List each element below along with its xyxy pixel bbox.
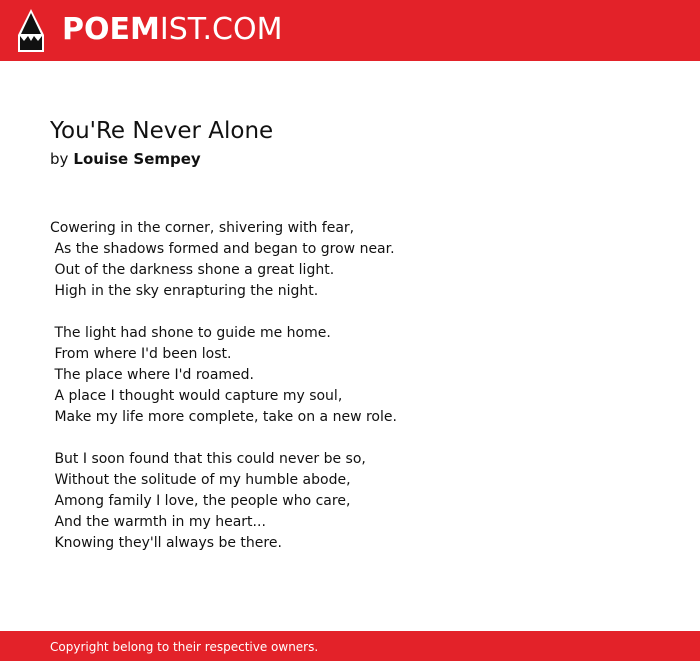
- copyright-text: Copyright belong to their respective owners.: [50, 640, 319, 654]
- logo-text-bold: POEM: [62, 12, 160, 47]
- poem-line: As the shadows formed and began to grow near.: [50, 241, 395, 257]
- poem-line: High in the sky enrapturing the night.: [50, 283, 319, 299]
- poem-line: Make my life more complete, take on a new role.: [50, 409, 397, 425]
- poem-line: Cowering in the corner, shivering with fear,: [50, 220, 355, 236]
- byline: [50, 148, 201, 170]
- poem-line: Among family I love, the people who care,: [50, 493, 351, 509]
- poem-line: A place I thought would capture my soul,: [50, 388, 343, 404]
- poem-line: The light had shone to guide me home.: [50, 325, 331, 341]
- stanza: [50, 218, 670, 302]
- poem-body: [50, 218, 670, 575]
- site-footer: [0, 631, 700, 661]
- poem-line: Knowing they'll always be there.: [50, 535, 282, 551]
- site-logo[interactable]: [62, 12, 282, 48]
- site-header: [0, 0, 700, 61]
- stanza: [50, 323, 670, 428]
- poem-line: Out of the darkness shone a great light.: [50, 262, 335, 278]
- poem-line: The place where I'd roamed.: [50, 367, 254, 383]
- poem-line: But I soon found that this could never be so,: [50, 451, 366, 467]
- pencil-icon: [18, 9, 44, 52]
- poem-line: Without the solitude of my humble abode,: [50, 472, 351, 488]
- by-label: by: [50, 150, 69, 168]
- logo-text-light: IST.COM: [159, 12, 283, 47]
- stanza: [50, 449, 670, 554]
- author-name: Louise Sempey: [73, 150, 201, 168]
- poem-line: And the warmth in my heart...: [50, 514, 266, 530]
- poem-title: You'Re Never Alone: [50, 118, 274, 144]
- poem-line: From where I'd been lost.: [50, 346, 232, 362]
